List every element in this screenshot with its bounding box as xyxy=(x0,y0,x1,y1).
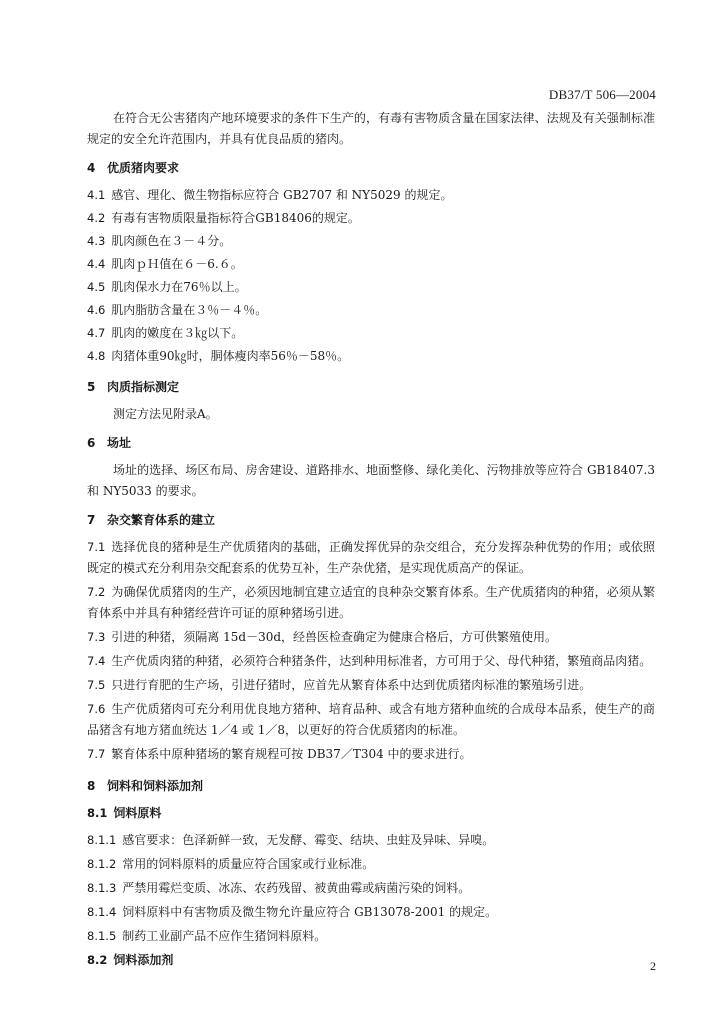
section-4-items xyxy=(87,185,655,369)
clause-number: 7.7 xyxy=(87,747,106,761)
clause-number: 4.1 xyxy=(87,188,106,202)
clause-number: 8.1.1 xyxy=(87,833,117,847)
clause-text: 感官、理化、微生物指标应符合 GB2707 和 NY5029 的规定。 xyxy=(111,188,453,202)
subsection-title: 饲料添加剂 xyxy=(113,953,174,967)
subsection-8-1-heading xyxy=(87,803,655,824)
clause-item xyxy=(87,675,655,696)
clause-number: 7.4 xyxy=(87,654,106,668)
section-title: 饲料和饲料添加剂 xyxy=(107,779,204,793)
clause-item xyxy=(87,744,655,765)
page-number: 2 xyxy=(650,959,656,973)
clause-text: 生产优质猪肉可充分利用优良地方猪种、培育品种、或含有地方猪种血统的合成母本品系，使生产的商品猪含有地方猪血统达 1／4 或 1／8，以更好的符合优质猪肉的标准。 xyxy=(87,702,655,737)
clause-text: 制药工业副产品不应作生猪饲料原料。 xyxy=(122,929,327,943)
clause-number: 4.7 xyxy=(87,326,106,340)
clause-item xyxy=(87,231,655,252)
clause-item xyxy=(87,627,655,648)
clause-item xyxy=(87,300,655,321)
section-title: 优质猪肉要求 xyxy=(107,161,180,175)
section-number: 8 xyxy=(87,779,96,793)
clause-text: 常用的饲料原料的质量应符合国家或行业标准。 xyxy=(122,857,375,871)
clause-item xyxy=(87,185,655,206)
clause-text: 肌肉颜色在３－４分。 xyxy=(111,234,232,248)
clause-item xyxy=(87,926,655,947)
clause-number: 7.2 xyxy=(87,585,106,599)
document-body xyxy=(87,108,655,971)
clause-number: 8.1.4 xyxy=(87,905,117,919)
clause-number: 4.3 xyxy=(87,234,106,248)
clause-item xyxy=(87,277,655,298)
clause-text: 有毒有害物质限量指标符合GB18406的规定。 xyxy=(111,211,360,225)
section-number: 7 xyxy=(87,513,96,527)
clause-number: 7.6 xyxy=(87,702,106,716)
section-number: 5 xyxy=(87,380,96,394)
section-title: 场址 xyxy=(107,436,132,450)
subsection-number: 8.1 xyxy=(87,806,108,820)
clause-text: 肌肉保水力在76％以上。 xyxy=(111,280,247,294)
section-7-items xyxy=(87,537,655,768)
clause-item xyxy=(87,878,655,899)
clause-item xyxy=(87,830,655,851)
section-6-heading xyxy=(87,433,655,454)
clause-text: 肉猪体重90㎏时，胴体瘦肉率56％－58％。 xyxy=(111,349,350,363)
clause-number: 8.1.2 xyxy=(87,857,117,871)
clause-item xyxy=(87,902,655,923)
section-5-heading xyxy=(87,377,655,398)
clause-number: 4.6 xyxy=(87,303,106,317)
clause-item xyxy=(87,254,655,275)
clause-text: 饲料原料中有害物质及微生物允许量应符合 GB13078-2001 的规定。 xyxy=(122,905,498,919)
clause-number: 4.5 xyxy=(87,280,106,294)
clause-text: 选择优良的猪种是生产优质猪肉的基础，正确发挥优异的杂交组合，充分发挥杂种优势的作用；或依照既定的模式充分利用杂交配套系的优势互补，生产杂优猪，是实现优质高产的保证。 xyxy=(87,540,655,575)
section-5-paragraph: 测定方法见附录A。 xyxy=(113,407,218,421)
clause-number: 7.1 xyxy=(87,540,106,554)
subsection-8-1-items xyxy=(87,830,655,950)
clause-item xyxy=(87,582,655,624)
section-title: 肉质指标测定 xyxy=(107,380,180,394)
section-title: 杂交繁育体系的建立 xyxy=(107,513,216,527)
clause-item xyxy=(87,208,655,229)
clause-text: 感官要求：色泽新鲜一致，无发酵、霉变、结块、虫蛀及异味、异嗅。 xyxy=(122,833,495,847)
clause-text: 只进行育肥的生产场，引进仔猪时，应首先从繁育体系中达到优质猪肉标准的繁殖场引进。 xyxy=(111,678,592,692)
section-7-heading xyxy=(87,510,655,531)
clause-item xyxy=(87,537,655,579)
clause-text: 严禁用霉烂变质、冰冻、农药残留、被黄曲霉或病菌污染的饲料。 xyxy=(122,881,471,895)
clause-number: 4.8 xyxy=(87,349,106,363)
clause-text: 肌肉的嫩度在３㎏以下。 xyxy=(111,326,244,340)
clause-number: 4.2 xyxy=(87,211,106,225)
clause-number: 8.1.5 xyxy=(87,929,117,943)
subsection-title: 饲料原料 xyxy=(113,806,162,820)
section-8-heading xyxy=(87,776,655,797)
clause-text: 肌肉ｐＨ值在６－6.６。 xyxy=(111,257,243,271)
subsection-8-2-heading xyxy=(87,950,655,971)
standard-code: DB37/T 506—2004 xyxy=(548,87,656,102)
subsection-number: 8.2 xyxy=(87,953,108,967)
section-6-paragraph: 场址的选择、场区布局、房舍建设、道路排水、地面整修、绿化美化、污物排放等应符合 GB18407.3 和 NY5033 的要求。 xyxy=(87,463,655,498)
clause-text: 肌内脂肪含量在３％－４％。 xyxy=(111,303,268,317)
clause-text: 为确保优质猪肉的生产，必须因地制宜建立适宜的良种杂交繁育体系。生产优质猪肉的种猪，必须从繁育体系中并具有种猪经营许可证的原种猪场引进。 xyxy=(87,585,655,620)
intro-paragraph: 在符合无公害猪肉产地环境要求的条件下生产的，有毒有害物质含量在国家法律、法规及有关强制标准规定的安全允许范围内，并具有优良品质的猪肉。 xyxy=(87,111,655,146)
section-number: 6 xyxy=(87,436,96,450)
clause-number: 7.3 xyxy=(87,630,106,644)
section-4-heading xyxy=(87,158,655,179)
clause-number: 7.5 xyxy=(87,678,106,692)
clause-item xyxy=(87,651,655,672)
clause-item xyxy=(87,346,655,367)
clause-number: 4.4 xyxy=(87,257,106,271)
clause-text: 引进的种猪，须隔离 15d－30d，经兽医检查确定为健康合格后，方可供繁殖使用。 xyxy=(111,630,558,644)
clause-item xyxy=(87,699,655,741)
section-number: 4 xyxy=(87,161,96,175)
clause-text: 繁育体系中原种猪场的繁育规程可按 DB37／T304 中的要求进行。 xyxy=(111,747,472,761)
clause-number: 8.1.3 xyxy=(87,881,117,895)
clause-text: 生产优质肉猪的种猪，必须符合种猪条件，达到种用标准者，方可用于父、母代种猪，繁殖商品肉猪。 xyxy=(111,654,652,668)
clause-item xyxy=(87,323,655,344)
clause-item xyxy=(87,854,655,875)
